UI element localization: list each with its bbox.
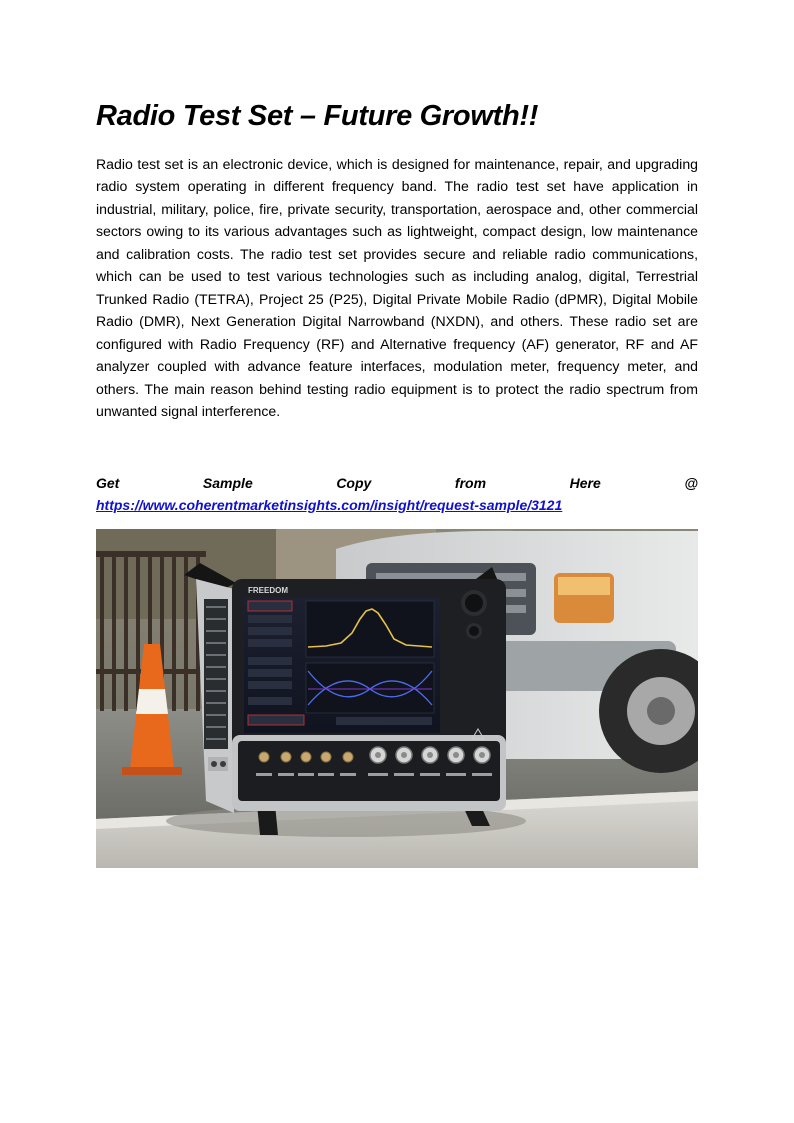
page-title: Radio Test Set – Future Growth!! [96, 100, 539, 132]
brand-label: FREEDOM [248, 586, 288, 595]
sample-copy-line [96, 472, 698, 516]
radio-test-set-device [184, 563, 506, 835]
body-paragraph: Radio test set is an electronic device, which is designed for maintenance, repair, and upgrading radio system operating in different frequency band. The radio test set have application in industrial, military, police, fire, private security, transportation, aerospace and, other commercial sectors owing to its various advantages such as lightweight, compact design, low maintenance and calibration costs. The radio test set provides secure and reliable radio communications, which can be used to test various technologies such as including analog, digital, Terrestrial Trunked Radio (TETRA), Project 25 (P25), Digital Private Mobile Radio (dPMR), Digital Mobile Radio (DMR), Next Generation Digital Narrowband (NXDN), and others. These radio set are configured with Radio Frequency (RF) and Alternative frequency (AF) generator, RF and AF analyzer coupled with advance feature interfaces, modulation meter, frequency meter, and others. The main reason behind testing radio equipment is to protect the radio spectrum from unwanted signal interference. [96, 156, 698, 419]
radio-test-set-photo [96, 529, 698, 868]
sample-copy-label: Get Sample Copy from Here @ [96, 475, 698, 491]
sample-copy-link[interactable]: https://www.coherentmarketinsights.com/insight/request-sample/3121 [96, 497, 563, 513]
